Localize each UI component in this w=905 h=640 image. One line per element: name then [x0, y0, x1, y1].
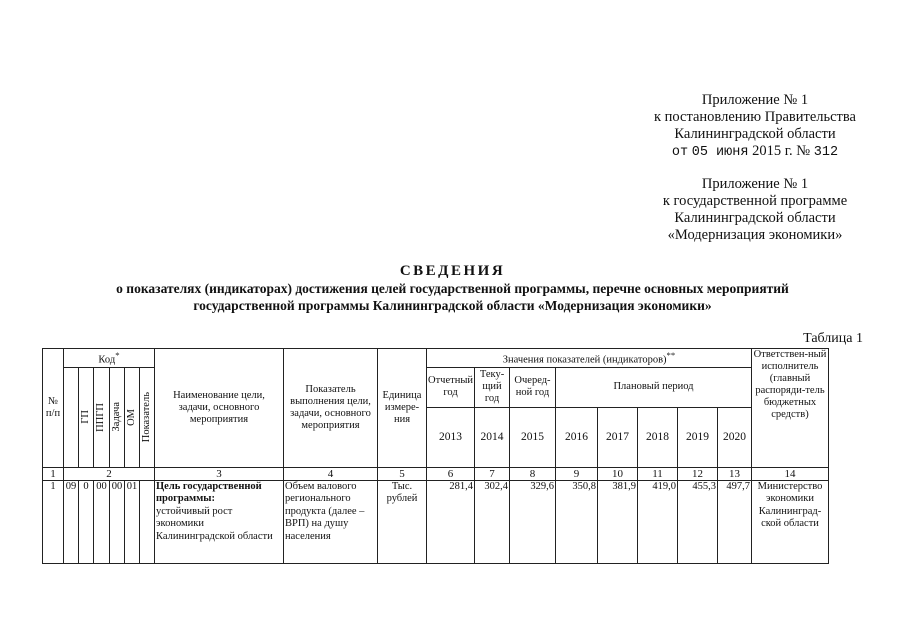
appendix-header-2 — [630, 176, 880, 244]
date-handwritten: 05 июня — [691, 145, 749, 160]
row-goal-name — [155, 480, 284, 563]
appendix-region-2: Калининградской области — [674, 210, 836, 226]
year-cell: 2014 — [475, 407, 510, 467]
row-code-spacer — [140, 480, 155, 563]
col-current-year-header: Теку-щий год — [475, 367, 510, 407]
decree-number: 312 — [813, 145, 839, 160]
year-cell: 2017 — [598, 407, 638, 467]
appendix-region: Калининградской области — [674, 126, 836, 142]
column-number: 6 — [427, 467, 475, 480]
col-num-header: № п/п — [43, 349, 64, 468]
col-unit-header: Единица измере-ния — [378, 349, 427, 468]
row-value: 455,3 — [678, 480, 718, 563]
year-cell: 2020 — [718, 407, 752, 467]
row-code-om: 00 — [110, 480, 125, 563]
appendix-resolution: к постановлению Правительства — [654, 109, 856, 125]
column-number: 11 — [638, 467, 678, 480]
year-cell: 2013 — [427, 407, 475, 467]
row-unit: Тыс. рублей — [378, 480, 427, 563]
row-code-indicator: 01 — [125, 480, 140, 563]
row-responsible: Министерство экономики Калининград-ской области — [752, 480, 829, 563]
code-footnote-mark: * — [115, 350, 120, 360]
date-prefix: от — [671, 145, 689, 160]
row-code-ppgp: 0 — [79, 480, 94, 563]
row-value: 497,7 — [718, 480, 752, 563]
title-main: СВЕДЕНИЯ — [399, 263, 506, 279]
appendix-date-line — [630, 143, 880, 161]
column-number: 3 — [155, 467, 284, 480]
column-number: 13 — [718, 467, 752, 480]
code-subcol-om: ОМ — [125, 367, 140, 467]
col-values-header: Значения показателей (индикаторов)** — [427, 349, 752, 368]
code-subcol-ppgp: ППГП — [94, 367, 110, 467]
col-code-header: Код* — [64, 349, 155, 368]
row-value: 381,9 — [598, 480, 638, 563]
row-code-gp: 09 — [64, 480, 79, 563]
row-indicator: Объем валового регионального продукта (далее – ВРП) на душу населения — [284, 480, 378, 563]
column-number: 10 — [598, 467, 638, 480]
column-number: 12 — [678, 467, 718, 480]
column-number: 9 — [556, 467, 598, 480]
col-indicator-header: Показатель выполнения цели, задачи, основного мероприятия — [284, 349, 378, 468]
row-num: 1 — [43, 480, 64, 563]
title-line-2: государственной программы Калининградской области «Модернизация экономики» — [193, 298, 712, 313]
table-row — [43, 480, 829, 563]
col-name-header: Наименование цели, задачи, основного мероприятия — [155, 349, 284, 468]
appendix-title-2: Приложение № 1 — [701, 176, 809, 192]
col-report-year-header: Отчетный год — [427, 367, 475, 407]
table-label: Таблица 1 — [803, 331, 863, 346]
year-cell: 2018 — [638, 407, 678, 467]
code-subcol-indicator: Показатель — [140, 367, 155, 467]
row-value: 419,0 — [638, 480, 678, 563]
appendix-title: Приложение № 1 — [701, 92, 809, 108]
goal-title: Цель государственной программы: — [156, 480, 262, 504]
values-footnote-mark: ** — [666, 350, 676, 360]
row-value: 350,8 — [556, 480, 598, 563]
code-subcol-gp: ГП — [79, 367, 94, 467]
code-subcol-task: Задача — [110, 367, 125, 467]
col-responsible-header: Ответствен-ный исполнитель (главный распоряди-тель бюджетных средств) — [752, 349, 829, 468]
document-title — [40, 262, 865, 314]
row-value: 329,6 — [510, 480, 556, 563]
column-number: 5 — [378, 467, 427, 480]
year-cell: 2019 — [678, 407, 718, 467]
appendix-header-1 — [630, 92, 880, 161]
col-planned-header: Плановый период — [556, 367, 752, 407]
column-number: 2 — [64, 467, 155, 480]
indicators-table — [42, 348, 829, 564]
appendix-program: к государственной программе — [662, 193, 848, 209]
year-cell: 2015 — [510, 407, 556, 467]
column-number: 8 — [510, 467, 556, 480]
goal-text: устойчивый рост экономики Калининградской области — [156, 505, 273, 542]
column-number: 4 — [284, 467, 378, 480]
title-line-1: о показателях (индикаторах) достижения целей государственной программы, перечне основных мероприятий — [116, 281, 789, 296]
row-code-task: 00 — [94, 480, 110, 563]
column-number: 7 — [475, 467, 510, 480]
column-number: 14 — [752, 467, 829, 480]
column-number: 1 — [43, 467, 64, 480]
date-year: 2015 г. № — [752, 143, 811, 159]
col-code-spacer — [64, 367, 79, 467]
year-cell: 2016 — [556, 407, 598, 467]
row-value: 281,4 — [427, 480, 475, 563]
col-next-year-header: Очеред-ной год — [510, 367, 556, 407]
appendix-program-name: «Модернизация экономики» — [667, 227, 843, 243]
column-number-row — [43, 467, 829, 480]
row-value: 302,4 — [475, 480, 510, 563]
